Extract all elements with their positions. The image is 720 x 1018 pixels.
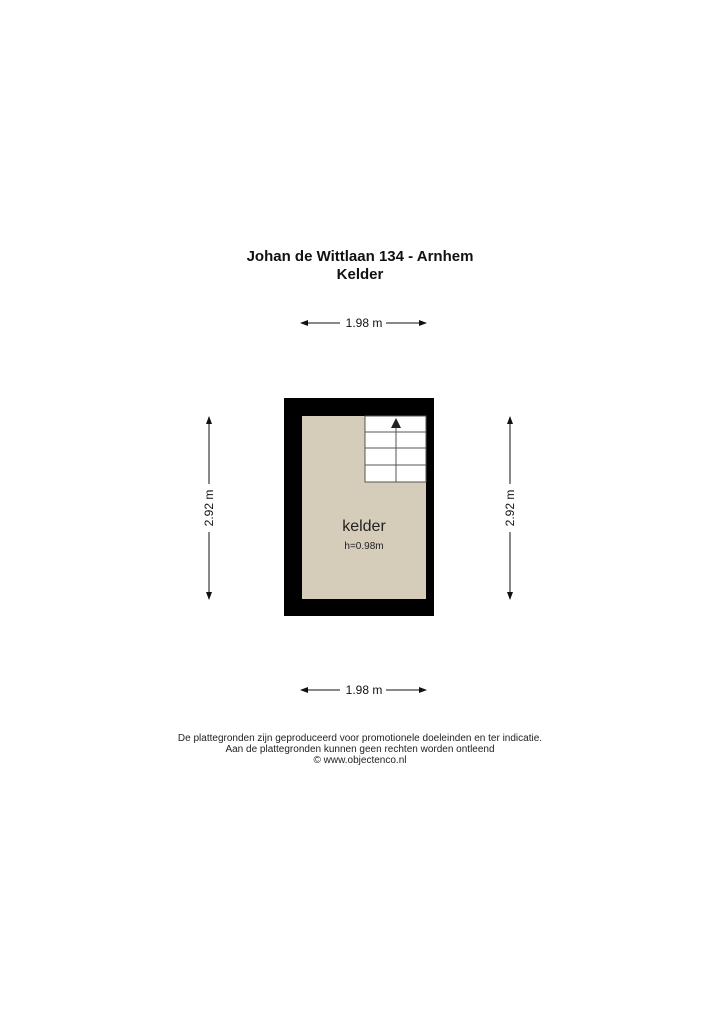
top-width-dimension <box>301 316 426 330</box>
right-height-label: 2.92 m <box>503 489 517 527</box>
right-height-dimension <box>503 417 517 599</box>
copyright-line: © www.objectenco.nl <box>313 755 407 766</box>
room-height-label: h=0.98m <box>344 541 384 552</box>
bottom-width-dimension <box>301 683 426 697</box>
left-height-label: 2.92 m <box>202 489 216 527</box>
plan-address-title: Johan de Wittlaan 134 - Arnhem <box>246 248 474 265</box>
staircase <box>365 416 426 482</box>
disclaimer-line-2: Aan de plattegronden kunnen geen rechten worden ontleend <box>225 744 495 755</box>
top-width-label: 1.98 m <box>345 316 383 330</box>
bottom-width-label: 1.98 m <box>345 683 383 697</box>
room-name-label: kelder <box>342 518 386 535</box>
left-height-dimension <box>202 417 216 599</box>
plan-floor-title: Kelder <box>336 266 384 283</box>
disclaimer-line-1: De plattegronden zijn geproduceerd voor promotionele doeleinden en ter indicatie. <box>177 733 543 744</box>
